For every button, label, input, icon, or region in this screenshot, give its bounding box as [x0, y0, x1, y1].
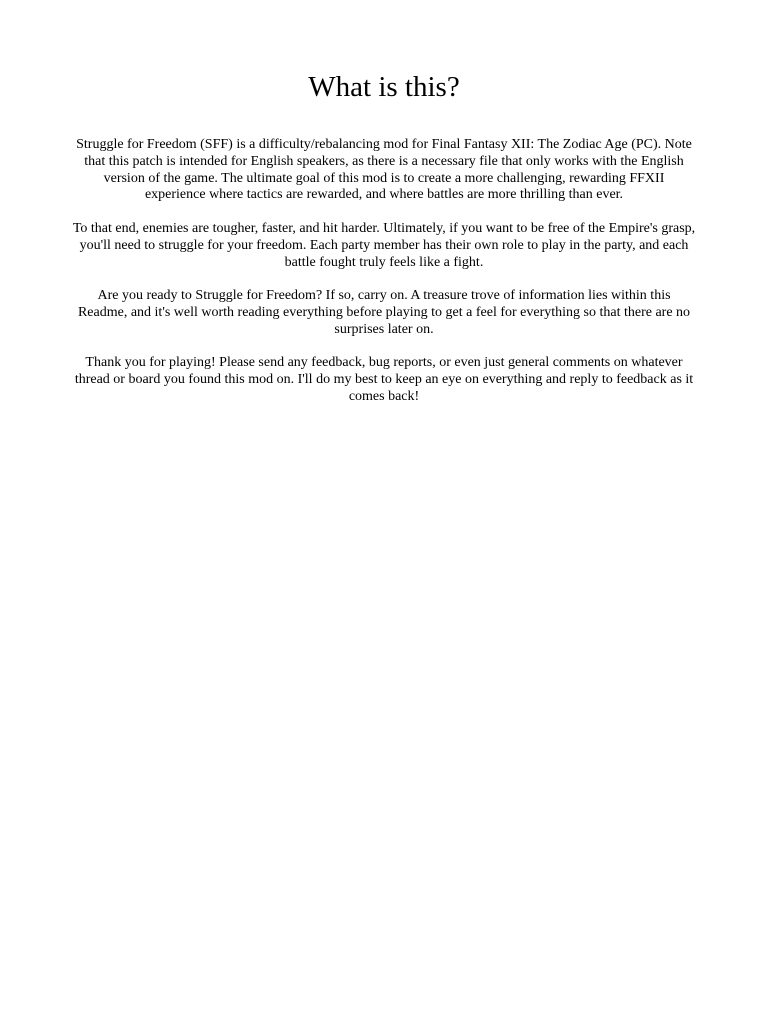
paragraph-thanks: Thank you for playing! Please send any feedback, bug reports, or even just general comments on whatever thread or board you found this mod on. I'll do my best to keep an eye on everything and reply to feedback as it comes back! — [74, 355, 694, 404]
paragraph-readme: Are you ready to Struggle for Freedom? If so, carry on. A treasure trove of information lies within this Readme, and it's well worth reading everything before playing to get a feel for everything so that there are no surprises later on. — [77, 288, 691, 337]
paragraph-intro: Struggle for Freedom (SFF) is a difficulty/rebalancing mod for Final Fantasy XII: The Zodiac Age (PC). Note that this patch is intended for English speakers, as there is a necessary file that only works with the English version of the game. The ultimate goal of this mod is to create a more challenging, rewarding FFXII experience where tactics are rewarded, and where battles are more thrilling than ever. — [76, 137, 692, 203]
paragraph-difficulty: To that end, enemies are tougher, faster, and hit harder. Ultimately, if you want to be free of the Empire's grasp, you'll need to struggle for your freedom. Each party member has their own role to play in the party, and each battle fought truly feels like a fight. — [72, 220, 696, 270]
document-body — [72, 137, 696, 423]
page-title: What is this? — [308, 71, 460, 103]
